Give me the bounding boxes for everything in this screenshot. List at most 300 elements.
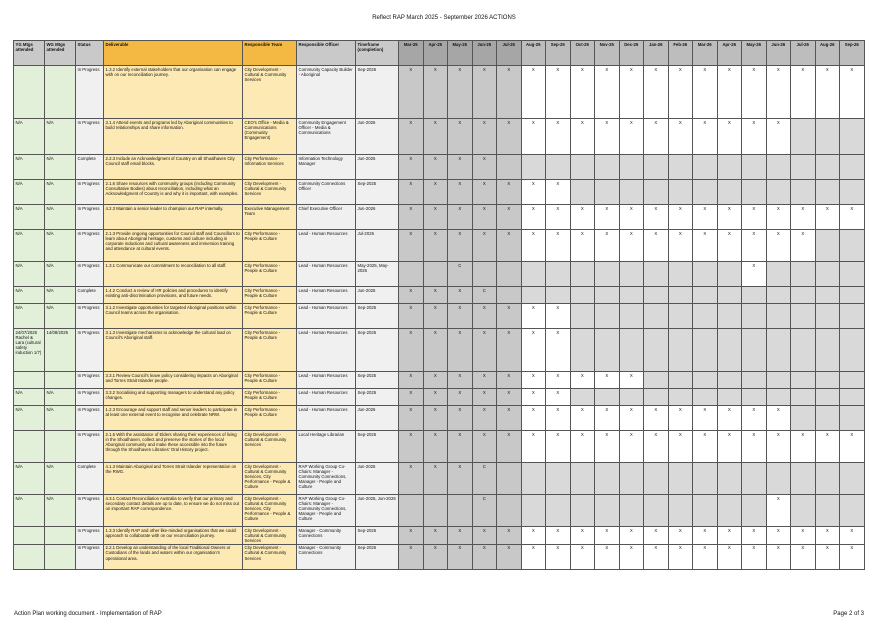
month-mark-cell: X	[619, 205, 644, 230]
month-mark-cell	[497, 155, 522, 180]
month-mark-cell	[619, 262, 644, 287]
month-mark-cell: X	[717, 544, 742, 569]
month-mark-cell	[840, 119, 865, 155]
month-mark-cell	[815, 372, 840, 389]
month-mark-cell: X	[570, 527, 595, 545]
month-header: Sep-25	[546, 41, 571, 66]
officer-cell: Manager - Community Connections	[297, 527, 356, 545]
deliverable-cell: 3.1.2 Investigate opportunities for targeted Aboriginal positions within Council teams across the organisation.	[104, 304, 243, 329]
month-mark-cell: X	[448, 431, 473, 463]
month-mark-cell	[668, 262, 693, 287]
month-mark-cell: X	[595, 544, 620, 569]
table-row	[14, 205, 865, 230]
month-mark-cell: X	[448, 119, 473, 155]
month-mark-cell	[521, 155, 546, 180]
team-cell: City Development - Cultural & Community Services	[243, 66, 297, 119]
month-mark-cell: X	[668, 119, 693, 155]
deliverable-cell: 3.1.4 Attend events and programs led by Aboriginal communities to build relationships and share information.	[104, 119, 243, 155]
month-mark-cell	[570, 304, 595, 329]
yg-meetings-cell: N/A	[14, 180, 45, 205]
month-mark-cell: X	[472, 180, 497, 205]
table-row	[14, 372, 865, 389]
yg-meetings-cell: N/A	[14, 406, 45, 431]
month-mark-cell: X	[472, 406, 497, 431]
deliverable-cell: 3.3.1 Review Council's leave policy considering impacts on Aboriginal and Torres Strait Islander people.	[104, 372, 243, 389]
officer-cell: Manager - Community Connections	[297, 544, 356, 569]
month-header: Feb-26	[668, 41, 693, 66]
month-mark-cell	[742, 389, 767, 406]
status-cell: Complete	[76, 463, 104, 495]
month-mark-cell	[766, 155, 791, 180]
month-header: Apr-26	[717, 41, 742, 66]
month-mark-cell: X	[399, 372, 424, 389]
month-mark-cell: X	[570, 544, 595, 569]
officer-cell: Community Engagement Officer - Media & Communications	[297, 119, 356, 155]
month-mark-cell	[693, 262, 718, 287]
table-body	[14, 66, 865, 570]
month-mark-cell	[668, 389, 693, 406]
team-cell: City Development - Cultural & Community Services	[243, 180, 297, 205]
month-mark-cell: X	[521, 230, 546, 262]
status-cell: In Progress	[76, 119, 104, 155]
timeframe-cell: Sep-2025	[356, 389, 399, 406]
column-header: Responsible Team	[243, 41, 297, 66]
month-mark-cell	[595, 155, 620, 180]
month-mark-cell: X	[815, 431, 840, 463]
month-mark-cell: X	[399, 155, 424, 180]
month-header: May-25	[448, 41, 473, 66]
month-mark-cell	[546, 287, 571, 304]
table-row	[14, 230, 865, 262]
month-mark-cell: X	[472, 304, 497, 329]
officer-cell: Lead - Human Resources	[297, 372, 356, 389]
month-mark-cell: X	[399, 66, 424, 119]
status-cell: In Progress	[76, 304, 104, 329]
month-mark-cell	[521, 287, 546, 304]
month-mark-cell: X	[644, 230, 669, 262]
month-mark-cell: X	[423, 329, 448, 372]
month-mark-cell: X	[521, 389, 546, 406]
month-mark-cell: X	[497, 527, 522, 545]
month-mark-cell: X	[595, 527, 620, 545]
month-mark-cell: X	[448, 544, 473, 569]
month-mark-cell	[693, 389, 718, 406]
month-header: Dec-25	[619, 41, 644, 66]
month-mark-cell: X	[399, 304, 424, 329]
month-mark-cell: X	[742, 66, 767, 119]
month-mark-cell	[668, 329, 693, 372]
month-mark-cell	[570, 180, 595, 205]
yg-meetings-cell: N/A	[14, 463, 45, 495]
month-mark-cell: X	[423, 527, 448, 545]
month-mark-cell: X	[570, 372, 595, 389]
month-mark-cell: X	[668, 230, 693, 262]
status-cell: In Progress	[76, 372, 104, 389]
month-mark-cell	[717, 287, 742, 304]
month-mark-cell: X	[497, 119, 522, 155]
month-mark-cell: X	[546, 180, 571, 205]
header-row	[14, 41, 865, 66]
timeframe-cell: Jun-2026	[356, 119, 399, 155]
month-mark-cell	[840, 372, 865, 389]
table-row	[14, 262, 865, 287]
month-mark-cell: X	[766, 406, 791, 431]
month-mark-cell	[840, 495, 865, 527]
month-mark-cell	[644, 389, 669, 406]
month-mark-cell	[693, 329, 718, 372]
yg-meetings-cell: N/A	[14, 389, 45, 406]
month-mark-cell: X	[791, 66, 816, 119]
month-mark-cell	[815, 304, 840, 329]
status-cell: In Progress	[76, 495, 104, 527]
month-mark-cell	[742, 463, 767, 495]
month-mark-cell: X	[423, 463, 448, 495]
month-mark-cell	[595, 389, 620, 406]
month-mark-cell	[717, 180, 742, 205]
month-mark-cell	[595, 304, 620, 329]
table-row	[14, 495, 865, 527]
month-mark-cell: X	[399, 389, 424, 406]
month-mark-cell	[791, 287, 816, 304]
month-mark-cell: X	[619, 372, 644, 389]
yg-meetings-cell: N/A	[14, 287, 45, 304]
status-cell: In Progress	[76, 205, 104, 230]
month-mark-cell	[546, 463, 571, 495]
month-mark-cell	[546, 262, 571, 287]
month-mark-cell	[570, 463, 595, 495]
month-mark-cell	[668, 372, 693, 389]
yg-meetings-cell	[14, 527, 45, 545]
month-mark-cell	[399, 262, 424, 287]
table-row	[14, 180, 865, 205]
month-mark-cell	[546, 155, 571, 180]
table-row	[14, 287, 865, 304]
month-mark-cell: X	[521, 180, 546, 205]
timeframe-cell: Jun-2025, Jun-2026	[356, 495, 399, 527]
officer-cell: RAP Working Group Co-Chairs: Manager - Community Connections, Manager - People and Culture	[297, 495, 356, 527]
table-row	[14, 406, 865, 431]
month-mark-cell	[815, 262, 840, 287]
team-cell: City Development - Cultural & Community Services	[243, 544, 297, 569]
month-mark-cell	[815, 180, 840, 205]
month-mark-cell: X	[619, 527, 644, 545]
timeframe-cell: Sep-2026	[356, 544, 399, 569]
month-mark-cell: X	[546, 372, 571, 389]
status-cell: In Progress	[76, 389, 104, 406]
yg-meetings-cell: N/A	[14, 262, 45, 287]
month-mark-cell: X	[766, 205, 791, 230]
yg-meetings-cell	[14, 544, 45, 569]
team-cell: City Development - Cultural & Community Services, City Performance - People & Culture	[243, 463, 297, 495]
month-mark-cell: X	[693, 205, 718, 230]
status-cell: Complete	[76, 287, 104, 304]
month-mark-cell: X	[546, 230, 571, 262]
month-mark-cell	[668, 463, 693, 495]
month-mark-cell	[497, 463, 522, 495]
month-mark-cell: X	[448, 527, 473, 545]
month-mark-cell	[644, 304, 669, 329]
month-mark-cell	[815, 287, 840, 304]
month-mark-cell: X	[766, 527, 791, 545]
month-mark-cell: X	[423, 180, 448, 205]
month-mark-cell: X	[570, 205, 595, 230]
month-mark-cell: X	[546, 406, 571, 431]
month-mark-cell	[840, 304, 865, 329]
month-header: Jan-26	[644, 41, 669, 66]
month-mark-cell	[766, 329, 791, 372]
month-mark-cell: X	[521, 406, 546, 431]
month-mark-cell	[399, 495, 424, 527]
month-mark-cell: X	[521, 329, 546, 372]
month-mark-cell	[742, 304, 767, 329]
month-mark-cell: X	[472, 329, 497, 372]
month-mark-cell: X	[693, 544, 718, 569]
month-mark-cell: X	[448, 304, 473, 329]
month-header: Aug-26	[815, 41, 840, 66]
month-mark-cell: X	[448, 180, 473, 205]
month-mark-cell: X	[619, 66, 644, 119]
month-mark-cell	[595, 287, 620, 304]
month-mark-cell: X	[546, 527, 571, 545]
month-mark-cell	[840, 389, 865, 406]
month-mark-cell: X	[644, 431, 669, 463]
month-mark-cell: X	[840, 66, 865, 119]
month-mark-cell: X	[766, 431, 791, 463]
team-cell: City Performance - People & Culture	[243, 287, 297, 304]
month-mark-cell: X	[497, 304, 522, 329]
month-mark-cell	[840, 329, 865, 372]
timeframe-cell: Jun-2026	[356, 205, 399, 230]
month-mark-cell: X	[521, 66, 546, 119]
month-mark-cell: X	[595, 431, 620, 463]
status-cell: In Progress	[76, 230, 104, 262]
month-mark-cell: X	[717, 431, 742, 463]
timeframe-cell: Sep-2026	[356, 66, 399, 119]
month-mark-cell	[668, 304, 693, 329]
month-mark-cell	[717, 463, 742, 495]
month-mark-cell: X	[717, 119, 742, 155]
month-mark-cell	[717, 389, 742, 406]
month-mark-cell	[791, 304, 816, 329]
team-cell: City Development - Cultural & Community Services	[243, 527, 297, 545]
month-mark-cell: X	[693, 119, 718, 155]
month-mark-cell: X	[448, 389, 473, 406]
month-mark-cell	[619, 389, 644, 406]
column-header: WG Mtgs attended	[45, 41, 76, 66]
month-mark-cell	[815, 495, 840, 527]
month-mark-cell: X	[570, 66, 595, 119]
team-cell: City Performance - People & Culture	[243, 262, 297, 287]
wg-meetings-cell: N/A	[45, 262, 76, 287]
month-mark-cell: X	[521, 527, 546, 545]
month-header: Oct-25	[570, 41, 595, 66]
officer-cell: Lead - Human Resources	[297, 329, 356, 372]
deliverable-cell: 4.3.1 Contact Reconciliation Australia to verify that our primary and secondary contact details are up to date, to ensure we do not miss out on important RAP correspondence.	[104, 495, 243, 527]
month-mark-cell: X	[448, 155, 473, 180]
month-mark-cell	[570, 495, 595, 527]
month-mark-cell: X	[619, 406, 644, 431]
timeframe-cell: Sep-2025	[356, 329, 399, 372]
month-mark-cell	[840, 262, 865, 287]
month-mark-cell: X	[619, 431, 644, 463]
month-mark-cell	[791, 372, 816, 389]
month-mark-cell: X	[497, 329, 522, 372]
month-mark-cell: X	[497, 205, 522, 230]
month-mark-cell: X	[840, 544, 865, 569]
month-mark-cell: X	[399, 406, 424, 431]
month-mark-cell	[668, 155, 693, 180]
wg-meetings-cell: N/A	[45, 389, 76, 406]
month-mark-cell: X	[399, 544, 424, 569]
wg-meetings-cell: N/A	[45, 495, 76, 527]
month-mark-cell: X	[546, 304, 571, 329]
month-header: Sep-26	[840, 41, 865, 66]
month-mark-cell: X	[766, 66, 791, 119]
month-mark-cell: X	[766, 544, 791, 569]
month-mark-cell: X	[472, 230, 497, 262]
month-mark-cell: X	[472, 544, 497, 569]
officer-cell: Community Connections Officer	[297, 180, 356, 205]
month-mark-cell	[815, 389, 840, 406]
wg-meetings-cell: N/A	[45, 155, 76, 180]
yg-meetings-cell: 24/07/2025 Rachel & Lara (cultural safety induction 1/7)	[14, 329, 45, 372]
month-mark-cell: X	[423, 205, 448, 230]
month-mark-cell: X	[448, 230, 473, 262]
month-mark-cell	[693, 463, 718, 495]
actions-table	[13, 40, 865, 570]
month-mark-cell	[570, 155, 595, 180]
month-mark-cell: X	[791, 527, 816, 545]
month-mark-cell: X	[472, 431, 497, 463]
month-mark-cell	[791, 155, 816, 180]
month-mark-cell	[840, 230, 865, 262]
deliverable-cell: 2.1.5 With the assistance of Elders sharing their experiences of living in the Shoalhaven, collect and preserve the stories of the local Aboriginal community and make these accessible into the future through the Shoalhaven Libraries' Oral History project.	[104, 431, 243, 463]
deliverable-cell: 2.1.3 Provide ongoing opportunities for Council staff and Councillors to learn about Aboriginal heritage, customs and culture including in corporate inductions and cultural awareness and immersion training and attendance at cultural events.	[104, 230, 243, 262]
month-mark-cell	[791, 406, 816, 431]
month-mark-cell	[668, 495, 693, 527]
month-mark-cell	[595, 262, 620, 287]
month-mark-cell: X	[546, 389, 571, 406]
month-mark-cell: X	[399, 463, 424, 495]
month-mark-cell: X	[815, 66, 840, 119]
officer-cell: Lead - Human Resources	[297, 304, 356, 329]
month-mark-cell: X	[570, 119, 595, 155]
month-mark-cell: X	[472, 66, 497, 119]
month-mark-cell: X	[815, 544, 840, 569]
month-mark-cell	[840, 287, 865, 304]
month-mark-cell	[717, 304, 742, 329]
month-mark-cell	[815, 230, 840, 262]
month-mark-cell: X	[423, 372, 448, 389]
yg-meetings-cell: N/A	[14, 495, 45, 527]
wg-meetings-cell: N/A	[45, 406, 76, 431]
month-mark-cell	[693, 304, 718, 329]
month-mark-cell	[644, 155, 669, 180]
month-mark-cell: X	[399, 287, 424, 304]
month-mark-cell: X	[497, 180, 522, 205]
team-cell: Executive Management Team	[243, 205, 297, 230]
timeframe-cell: Sep-2025	[356, 304, 399, 329]
month-mark-cell: X	[595, 119, 620, 155]
yg-meetings-cell: N/A	[14, 155, 45, 180]
month-mark-cell: X	[595, 372, 620, 389]
month-mark-cell: X	[791, 544, 816, 569]
month-mark-cell	[595, 463, 620, 495]
team-cell: City Development - Cultural & Community Services	[243, 431, 297, 463]
month-mark-cell: X	[399, 431, 424, 463]
month-mark-cell: C	[472, 287, 497, 304]
timeframe-cell: Jun-2026	[356, 406, 399, 431]
wg-meetings-cell: N/A	[45, 180, 76, 205]
team-cell: City Performance - People & Culture	[243, 329, 297, 372]
month-mark-cell: X	[717, 230, 742, 262]
month-mark-cell	[521, 495, 546, 527]
month-mark-cell: X	[423, 155, 448, 180]
month-mark-cell	[668, 287, 693, 304]
team-cell: City Development - Cultural & Community Services, City Performance - People & Culture	[243, 495, 297, 527]
officer-cell: Lead - Human Resources	[297, 389, 356, 406]
month-mark-cell: X	[644, 406, 669, 431]
month-mark-cell	[570, 329, 595, 372]
month-mark-cell: X	[423, 119, 448, 155]
month-mark-cell: X	[423, 389, 448, 406]
wg-meetings-cell	[45, 66, 76, 119]
month-mark-cell	[644, 262, 669, 287]
table-row	[14, 544, 865, 569]
month-mark-cell	[644, 180, 669, 205]
month-mark-cell: X	[448, 329, 473, 372]
table-row	[14, 304, 865, 329]
officer-cell: Lead - Human Resources	[297, 262, 356, 287]
month-mark-cell: X	[619, 230, 644, 262]
wg-meetings-cell	[45, 431, 76, 463]
deliverable-cell: 3.3.2 Socialising and supporting managers to understand any policy changes.	[104, 389, 243, 406]
month-mark-cell: X	[546, 66, 571, 119]
month-mark-cell: X	[497, 230, 522, 262]
team-cell: City Performance - People & Culture	[243, 230, 297, 262]
month-mark-cell: X	[399, 205, 424, 230]
month-mark-cell: X	[423, 287, 448, 304]
month-mark-cell: X	[791, 431, 816, 463]
deliverable-cell: 1.2.3 Encourage and support staff and senior leaders to participate in at least one external event to recognise and celebrate NRW.	[104, 406, 243, 431]
officer-cell: Lead - Human Resources	[297, 287, 356, 304]
month-mark-cell: X	[521, 431, 546, 463]
wg-meetings-cell: N/A	[45, 230, 76, 262]
timeframe-cell: Jun-2025	[356, 155, 399, 180]
month-mark-cell: X	[766, 495, 791, 527]
officer-cell: Community Capacity Builder - Aboriginal	[297, 66, 356, 119]
officer-cell: Lead - Human Resources	[297, 230, 356, 262]
month-mark-cell	[472, 262, 497, 287]
wg-meetings-cell	[45, 544, 76, 569]
month-mark-cell	[693, 495, 718, 527]
month-mark-cell: X	[521, 372, 546, 389]
team-cell: City Performance - Information Services	[243, 155, 297, 180]
officer-cell: Local Heritage Librarian	[297, 431, 356, 463]
page-number: Page 2 of 3	[833, 611, 864, 617]
month-mark-cell	[791, 463, 816, 495]
month-mark-cell: X	[497, 406, 522, 431]
month-mark-cell	[815, 119, 840, 155]
month-mark-cell: X	[742, 205, 767, 230]
month-mark-cell: X	[521, 205, 546, 230]
month-header: Jul-26	[791, 41, 816, 66]
status-cell: In Progress	[76, 544, 104, 569]
wg-meetings-cell: N/A	[45, 205, 76, 230]
month-mark-cell: X	[791, 230, 816, 262]
month-mark-cell: X	[644, 66, 669, 119]
month-mark-cell	[840, 155, 865, 180]
